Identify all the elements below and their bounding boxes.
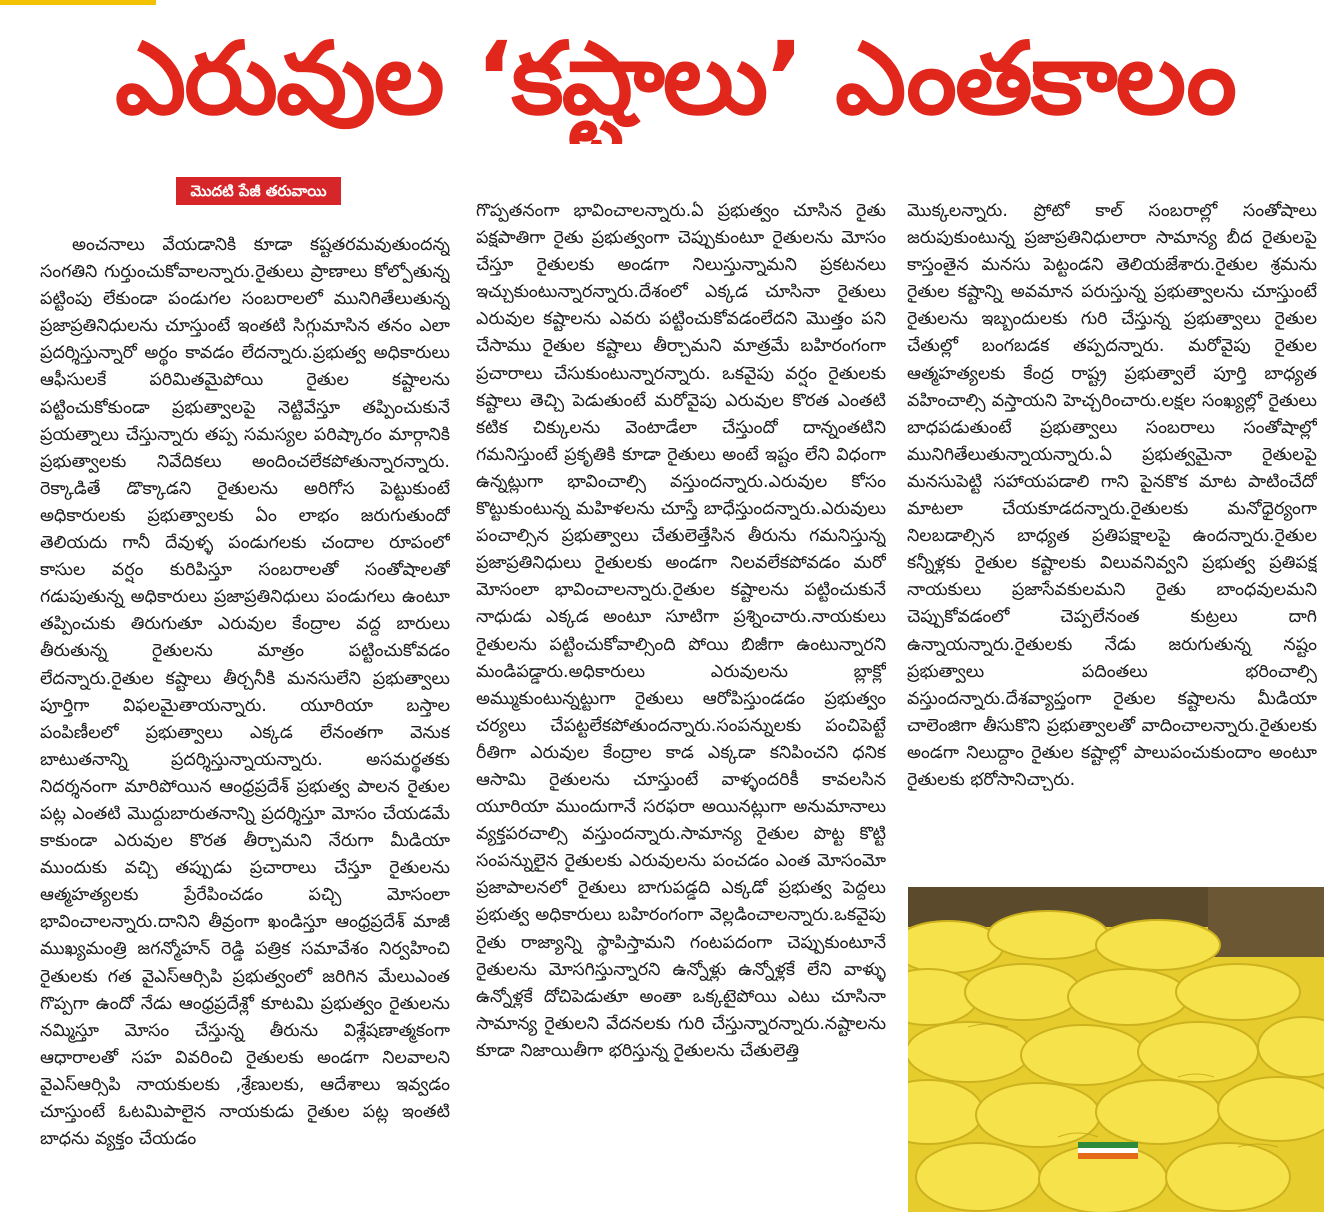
top-accent-bar <box>0 0 156 5</box>
continued-from-front-page-label: మొదటి పేజీ తరువాయి <box>176 177 341 205</box>
article-column-2: గొప్పతనంగా భావించాలన్నారు.ఏ ప్రభుత్వం చూసిన రైతు పక్షపాతిగా రైతు ప్రభుత్వంగా చెప్పుకుంటూ రైతులను మోసం చేస్తూ రైతులకు అండగా నిలుస్తున్నామని ప్రకటనలు ఇచ్చుకుంటున్నారన్నారు.దేశంలో ఎక్కడ చూసినా రైతులు ఎరువుల కష్టాలను ఎవరు పట్టించుకోవడంలేదని మొత్తం పని చేసాము రైతుల కష్టాలు తీర్చామని మాత్రమే బహిరంగంగా ప్రచారాలు చేసుకుంటున్నారన్నారు. ఒకవైపు వర్షం రైతులకు కష్టాలు తెచ్చి పెడుతుంటే మరోవైపు ఎరువుల కొరత ఎంతటి కటిక చిక్కులను వెంటాడేలా చేస్తుందో దాన్నంతటిని గమనిస్తుంటే ప్రకృతికి కూడా రైతులు అంటే ఇష్టం లేని విధంగా ఉన్నట్లుగా భావించాల్సి వస్తుందన్నారు.ఎరువుల కోసం కొట్టుకుంటున్న మహిళలను చూస్తే బాధేస్తుందన్నారు.ఎరువులు పంచాల్సిన ప్రభుత్వాలు చేతులెత్తేసిన తీరును గమనిస్తున్న ప్రజాప్రతినిధులు రైతులకు అండగా నిలవలేకపోవడం మరో మోసంలా భావించాలన్నారు.రైతుల కష్టాలను పట్టించుకునే నాధుడు ఎక్కడ అంటూ సూటిగా ప్రశ్నించారు.నాయకులు రైతులను పట్టించుకోవాల్సింది పోయి బిజీగా ఉంటున్నారని మండిపడ్డారు.అధికారులు ఎరువులను బ్లాక్లో అమ్ముకుంటున్నట్టుగా రైతులు ఆరోపిస్తుండడం ప్రభుత్వం చర్యలు చేపట్టలేకపోతుందన్నారు.సంపన్నులకు పంచిపెట్టే రీతిగా ఎరువుల కేంద్రాల కాడ ఎక్కడా కనిపించని ధనిక ఆసామి రైతులను చూస్తుంటే వాళ్ళందరికీ కావలసిన యూరియా ముందుగానే సరఫరా అయినట్లుగా అనుమానాలు వ్యక్తపరచాల్సి వస్తుందన్నారు.సామాన్య రైతుల పొట్ట కొట్టి సంపన్నులైన రైతులకు ఎరువులను పంచడం ఎంత మోసంమో ప్రజాపాలనలో రైతులు బాగుపడ్డది ఎక్కడో ప్రభుత్వ పెద్దలు ప్రభుత్వ అధికారులు బహిరంగంగా వెల్లడించాలన్నారు.ఒకవైపు రైతు రాజ్యాన్ని స్థాపిస్తామని గంటపదంగా చెప్పుకుంటూనే రైతులను మోసగిస్తున్నారని ఉన్నోళ్లు ఉన్నోళ్లకే లేని వాళ్ళు ఉన్నోళ్లకే దోచిపెడుతూ అంతా ఒక్కటైపోయి ఎటు చూసినా సామాన్య రైతులని వేదనలకు గురి చేస్తున్నారన్నారు.నష్టాలను కూడా నిజాయితీగా భరిస్తున్న రైతులను చేతులెత్తి <box>476 201 886 1061</box>
article-column-3: మొక్కలన్నారు. ప్రోటో కాల్ సంబరాల్లో సంతోషాలు జరుపుకుంటున్న ప్రజాప్రతినిధులారా సామాన్య బీద రైతులపై కాస్తంతైన మనసు పెట్టండని తెలియజేశారు.రైతుల శ్రమను రైతుల కష్టాన్ని అవమాన పరుస్తున్న ప్రభుత్వాలను చూస్తుంటే రైతులను ఇబ్బందులకు గురి చేస్తున్న ప్రభుత్వాలు రైతుల చేతుల్లో బంగబడక తప్పదన్నారు. మరోవైపు రైతుల ఆత్మహత్యలకు కేంద్ర రాష్ట్ర ప్రభుత్వాలే పూర్తి బాధ్యత వహించాల్సి వస్తాయని హెచ్చరించారు.లక్షల సంఖ్యల్లో రైతులు బాధపడుతుంటే ప్రభుత్వాలు సంబరాలు సంతోషాల్లో మునిగితేలుతున్నాయన్నారు.ఏ ప్రభుత్వమైనా రైతులపై మనసుపెట్టి సహాయపడాలి గాని పైనకొక మాట పాటించేదో మాటలా చేయకూడదన్నారు.రైతులకు మనోధైర్యంగా నిలబడాల్సిన బాధ్యత ప్రతిపక్షాలపై ఉందన్నారు.రైతుల కన్నీళ్లకు రైతుల కష్టాలకు విలువనివ్వని ప్రభుత్వ ప్రతిపక్ష నాయకులు ప్రజాసేవకులమని రైతు బాంధవులమని చెప్పుకోవడంలో చెప్పలేనంత కుట్రలు దాగి ఉన్నాయన్నారు.రైతులకు నేడు జరుగుతున్న నష్టం ప్రభుత్వాలు పదింతలు భరించాల్సి వస్తుందన్నారు.దేశవ్యాప్తంగా రైతుల కష్టాలను మీడియా చాలెంజిగా తీసుకొని ప్రభుత్వాలతో వాదించాలన్నారు.రైతులకు అండగా నిలుద్దాం రైతుల కష్టాల్లో పాలుపంచుకుందాం అంటూ రైతులకు భరోసానిచ్చారు. <box>907 201 1317 790</box>
fertilizer-sacks-photo <box>908 887 1324 1212</box>
article-column-1: అంచనాలు వేయడానికి కూడా కష్టతరమవుతుందన్న సంగతిని గుర్తుంచుకోవాలన్నారు.రైతులు ప్రాణాలు కోల్పోతున్న పట్టింపు లేకుండా పండుగల సంబరాలలో మునిగితేలుతున్న ప్రజాప్రతినిధులను చూస్తుంటే ఇంతటి సిగ్గుమాసిన తనం ఎలా ప్రదర్శిస్తున్నారో అర్థం కావడం లేదన్నారు.ప్రభుత్వ అధికారులు ఆఫీసులకే పరిమితమైపోయి రైతుల కష్టాలను పట్టించుకోకుండా ప్రభుత్వాలపై నెట్టివేస్తూ తప్పించుకునే ప్రయత్నాలు చేస్తున్నారు తప్ప సమస్యల పరిష్కారం మార్గానికి ప్రభుత్వాలకు నివేదికలు అందించలేకపోతున్నారన్నారు. రెక్కాడితే డొక్కాడని రైతులను అరిగోస పెట్టుకుంటే అధికారులకు ప్రభుత్వాలకు ఏం లాభం జరుగుతుందో తెలియదు గానీ దేవుళ్ళ పండుగలకు చందాల రూపంలో కాసుల వర్షం కురిపిస్తూ సంబరాలతో సంతోషాలతో గడుపుతున్న అధికారులు ప్రజాప్రతినిధులు పండుగలు ఉంటూ తప్పించుకు తిరుగుతూ ఎరువుల కేంద్రాల వద్ద బారులు తీరుతున్న రైతులను మాత్రం పట్టించుకోవడం లేదన్నారు.రైతుల కష్టాలు తీర్చనీకి మనసులేని ప్రభుత్వాలు పూర్తిగా విఫలమైతాయన్నారు. యూరియా బస్తాల పంపిణీలలో ప్రభుత్వాలు ఎక్కడ లేనంతగా వెనుక బాటుతనాన్ని ప్రదర్శిస్తున్నాయన్నారు. అసమర్థతకు నిదర్శనంగా మారిపోయిన ఆంధ్రప్రదేశ్ ప్రభుత్వ పాలన రైతుల పట్ల ఎంతటి మొద్దుబారుతనాన్ని ప్రదర్శిస్తూ మోసం చేయడమే కాకుండా ఎరువుల కొరత తీర్చామని నేరుగా మీడియా ముందుకు వచ్చి తప్పుడు ప్రచారాలు చేస్తూ రైతులను ఆత్మహత్యలకు ప్రేరేపించడం పచ్చి మోసంలా భావించాలన్నారు.దానిని తీవ్రంగా ఖండిస్తూ ఆంధ్రప్రదేశ్ మాజీ ముఖ్యమంత్రి జగన్మోహన్ రెడ్డి పత్రిక సమావేశం నిర్వహించి రైతులకు గత వైఎస్ఆర్సిపి ప్రభుత్వంలో జరిగిన మేలుఎంత గొప్పగా ఉందో నేడు ఆంధ్రప్రదేశ్లో కూటమి ప్రభుత్వం రైతులను నమ్మిస్తూ మోసం చేస్తున్న తీరును విశ్లేషణాత్మకంగా ఆధారాలతో సహ వివరించి రైతులకు అండగా నిలవాలని వైఎస్ఆర్సిపి నాయకులకు ,శ్రేణులకు, ఆదేశాలు ఇవ్వడం చూస్తుంటే ఓటమిపాలైన నాయకుడు రైతుల పట్ల ఇంతటి బాధను వ్యక్తం చేయడం <box>40 235 450 1150</box>
headline: ఎరువుల ‘కష్టాలు’ ఎంతకాలం <box>114 20 1235 137</box>
